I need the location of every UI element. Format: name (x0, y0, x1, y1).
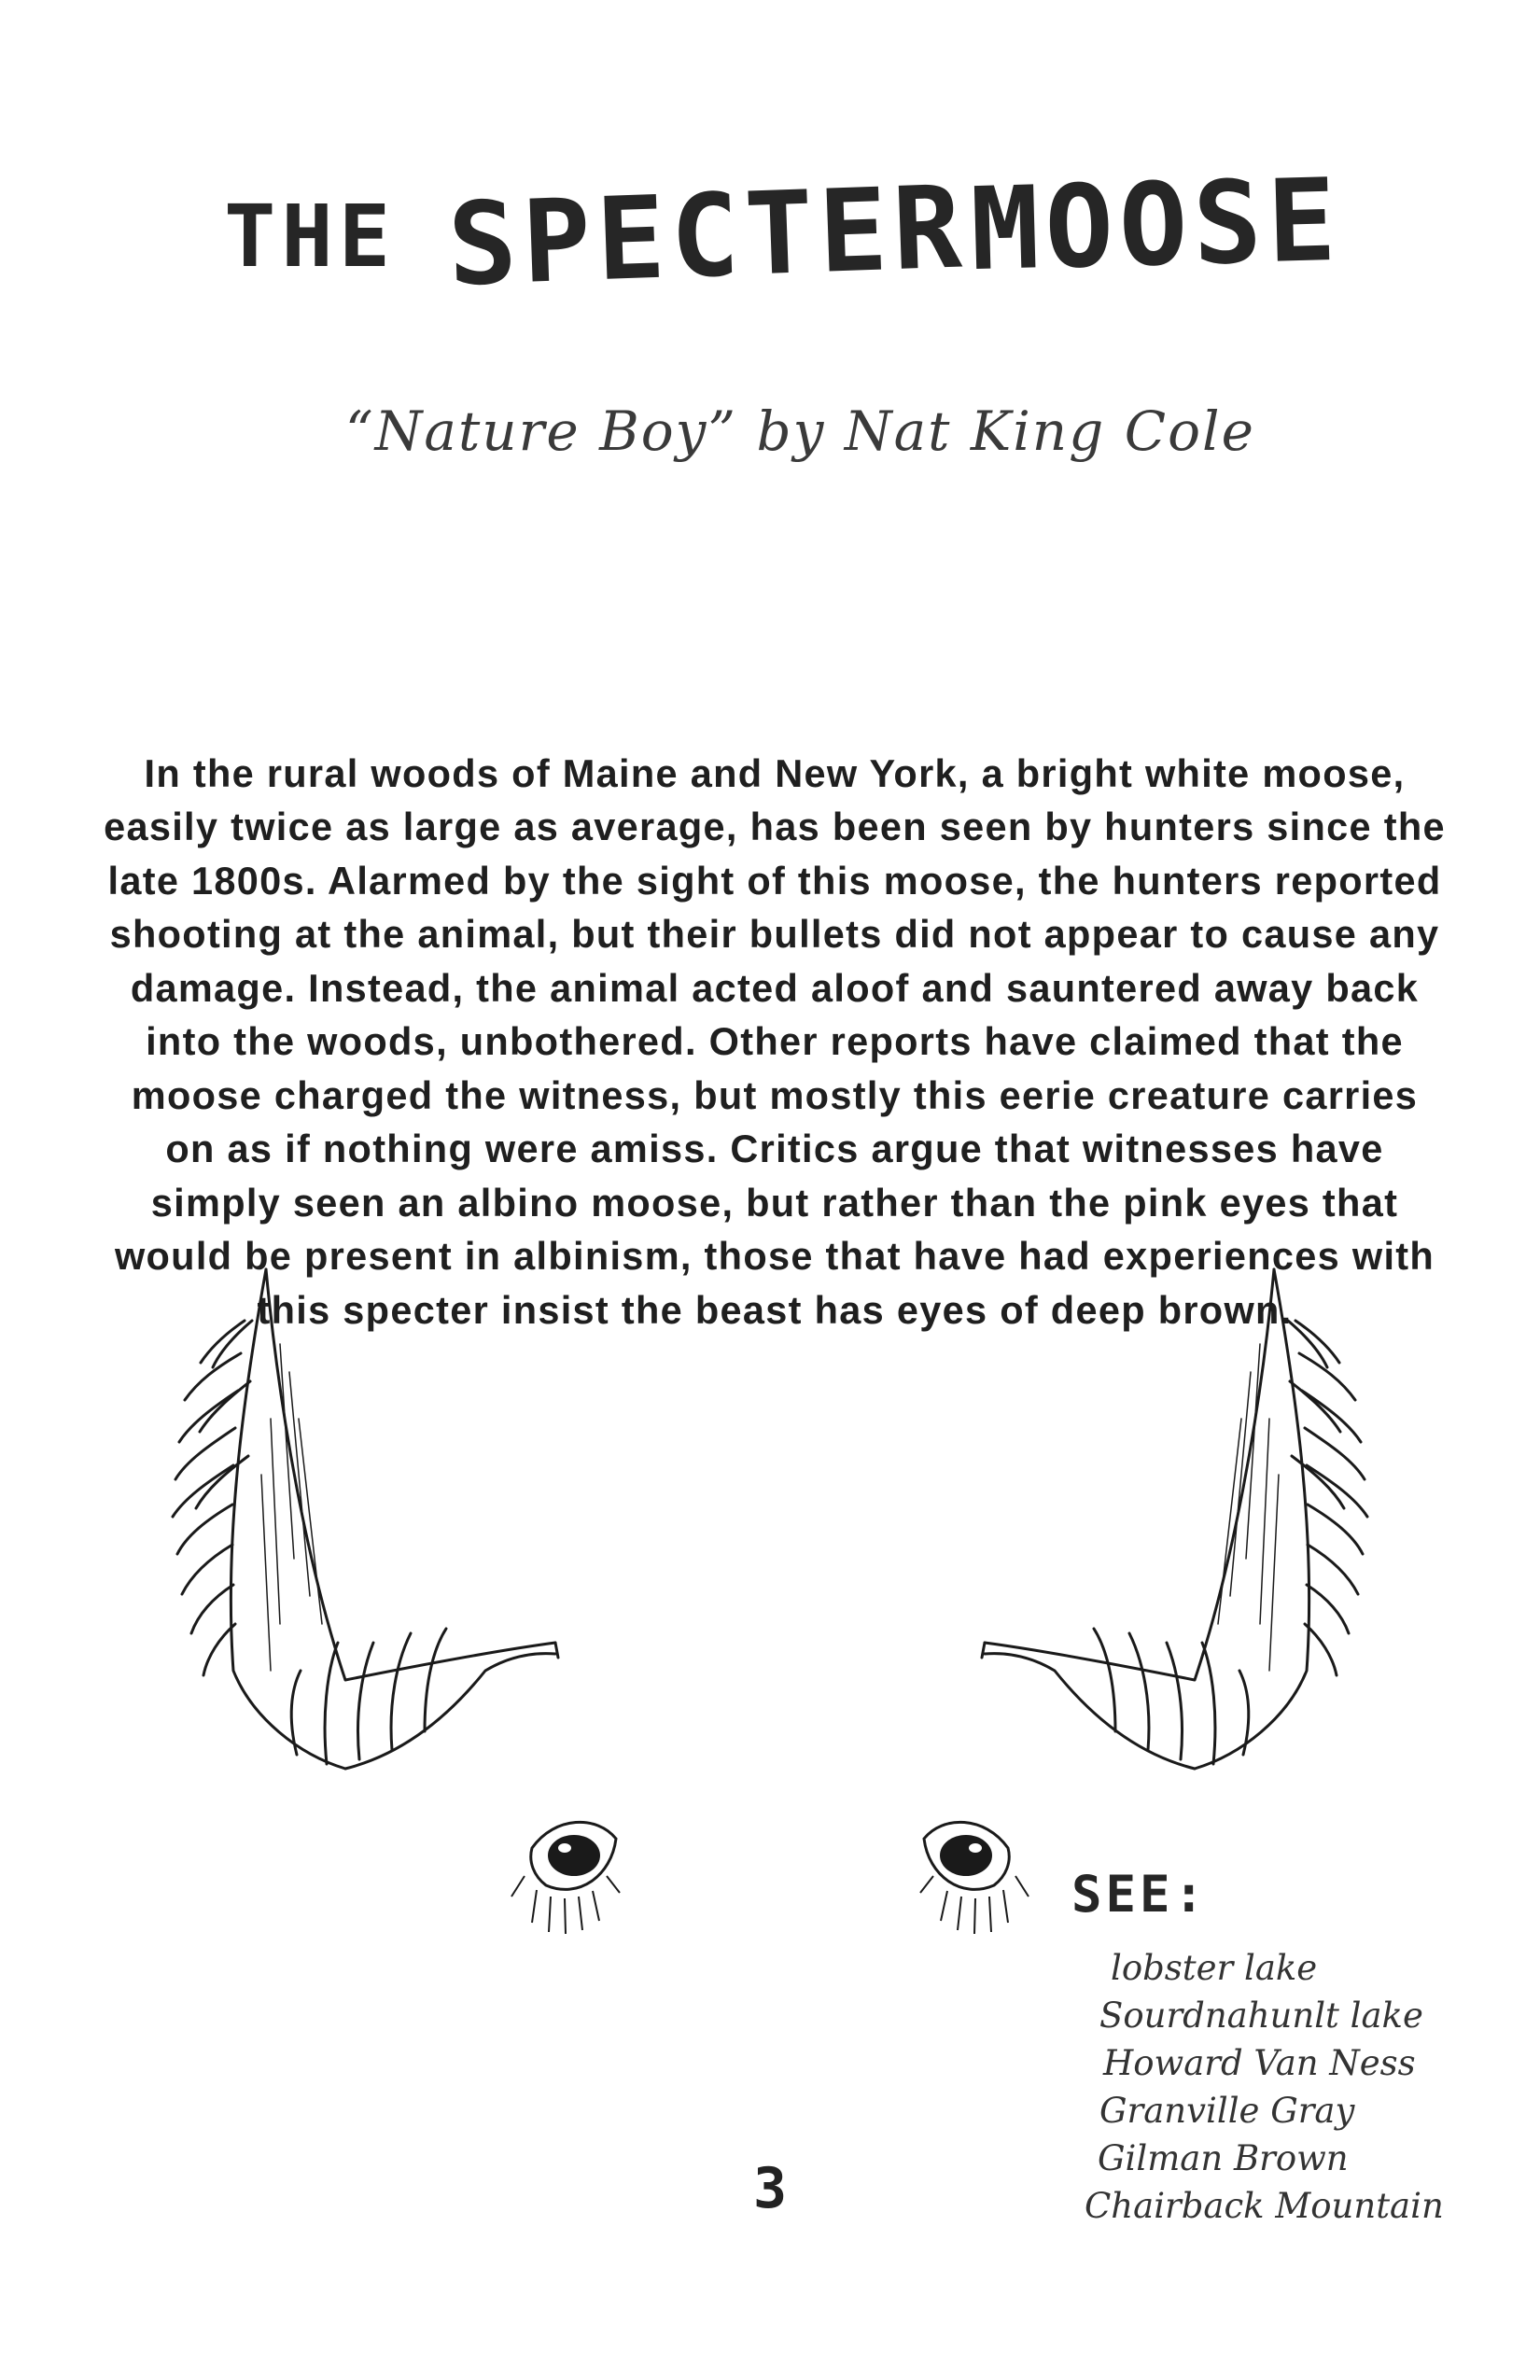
page-title (215, 131, 1344, 317)
title-word-the: THE (224, 187, 397, 287)
see-also-label: SEE: (1071, 1865, 1209, 1924)
song-subtitle: “Nature Boy” by Nat King Cole (345, 399, 1255, 463)
moose-eye-left-icon (511, 1822, 620, 1934)
body-paragraph: In the rural woods of Maine and New York, a bright white moose, easily twice as large as average, has been seen by hunters since the late 1800s. Alarmed by the sight of this moose, the hunters reported shooting at the animal, but their bullets did not appear to cause any damage. Instead, the animal acted aloof and sauntered away back into the woods, unbothered. Other reports have claimed that the moose charged the witness, but mostly this eerie creature carries on as if nothing were amiss. Critics argue that witnesses have simply seen an albino moose, but rather than the pink eyes that would be present in albinism, those that have had experiences with this specter insist the beast has eyes of deep brown. (104, 750, 1446, 1332)
see-also-list (1071, 1944, 1501, 2230)
title-word-specter: SPECTER (445, 161, 970, 312)
page-number: 3 (752, 2156, 788, 2221)
see-also-item: Sourdnahunlt lake (1099, 1995, 1423, 2036)
see-also-item: Chairback Mountain (1085, 2186, 1444, 2226)
moose-antler-right-icon (982, 1269, 1367, 1769)
see-also-item: Gilman Brown (1098, 2138, 1349, 2178)
see-also-item: lobster lake (1111, 1948, 1318, 1988)
see-also-item: Granville Gray (1099, 2091, 1355, 2131)
see-also-item: Howard Van Ness (1103, 2043, 1416, 2083)
moose-antler-left-icon (173, 1269, 558, 1769)
title-word-moose: MOOSE (969, 153, 1344, 297)
moose-eye-right-icon (920, 1822, 1029, 1934)
see-also-section (1071, 1865, 1501, 2230)
